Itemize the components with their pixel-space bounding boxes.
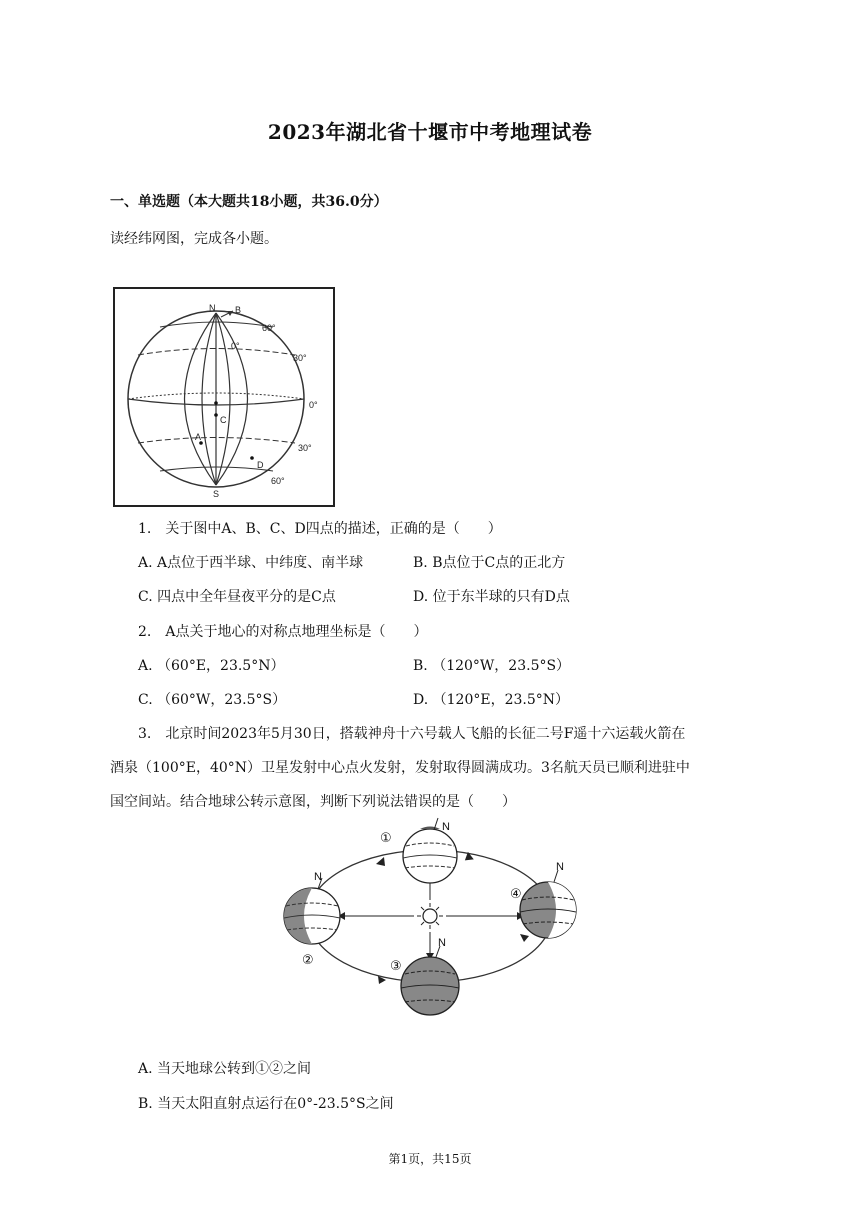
label-position-3: ③ (390, 959, 402, 974)
label-position-2: ② (302, 953, 314, 968)
graticule-figure (113, 287, 335, 507)
q3-option-b: B. 当天太阳直射点运行在0°-23.5°S之间 (138, 1096, 394, 1112)
earth-position-2 (284, 888, 340, 944)
label-n-3: N (438, 937, 446, 949)
label-30-top: 30° (293, 353, 307, 363)
page-footer: 第1页，共15页 (388, 1152, 472, 1166)
label-s: S (213, 489, 220, 499)
label-meridian-0: 0° (231, 341, 240, 351)
label-0: 0° (309, 400, 318, 410)
q3-option-a: A. 当天地球公转到①②之间 (138, 1061, 312, 1077)
label-b: B (235, 305, 242, 315)
label-30-bot: 30° (298, 443, 312, 453)
label-d: D (257, 460, 264, 470)
intro-text: 读经纬网图，完成各小题。 (110, 231, 278, 247)
earth-position-3 (401, 957, 459, 1015)
section-heading: 一、单选题（本大题共18小题，共36.0分） (110, 194, 388, 210)
label-n-1: N (442, 821, 450, 833)
q1-option-d: D. 位于东半球的只有D点 (413, 589, 570, 605)
q2-stem: 2. A点关于地心的对称点地理坐标是（ ） (138, 624, 428, 640)
q1-option-c: C. 四点中全年昼夜平分的是C点 (138, 589, 336, 605)
revolution-figure (278, 812, 580, 1026)
q3-stem-line1: 3. 北京时间2023年5月30日，搭载神舟十六号载人飞船的长征二号F遥十六运载火箭在 (138, 726, 686, 742)
point-d (250, 456, 254, 460)
q1-stem: 1. 关于图中A、B、C、D四点的描述，正确的是（ ） (138, 521, 502, 537)
q3-stem-line2: 酒泉（100°E，40°N）卫星发射中心点火发射，发射取得圆满成功。3名航天员已顺利进驻中 (110, 760, 690, 776)
q1-option-a: A. A点位于西半球、中纬度、南半球 (138, 555, 364, 571)
q2-option-b: B. （120°W，23.5°S） (413, 658, 571, 674)
label-position-1: ① (380, 831, 392, 846)
earth-position-1 (403, 827, 457, 884)
q3-stem-line3: 国空间站。结合地球公转示意图，判断下列说法错误的是（ ） (110, 794, 516, 810)
earth-position-4 (520, 882, 576, 938)
label-60-bot: 60° (271, 476, 285, 486)
label-n-2: N (314, 871, 322, 883)
label-60-top: 60° (262, 323, 276, 333)
q2-option-a: A. （60°E，23.5°N） (138, 658, 285, 674)
q2-option-c: C. （60°W，23.5°S） (138, 692, 287, 708)
label-n: N (209, 303, 216, 313)
point-c (214, 401, 218, 405)
sun-icon (417, 903, 443, 929)
page-title: 2023年湖北省十堰市中考地理试卷 (267, 120, 593, 144)
label-position-4: ④ (510, 887, 522, 902)
q1-option-b: B. B点位于C点的正北方 (413, 555, 566, 571)
label-a: A (195, 432, 202, 442)
q2-option-d: D. （120°E，23.5°N） (413, 692, 569, 708)
label-c: C (220, 415, 227, 425)
label-n-4: N (556, 861, 564, 873)
